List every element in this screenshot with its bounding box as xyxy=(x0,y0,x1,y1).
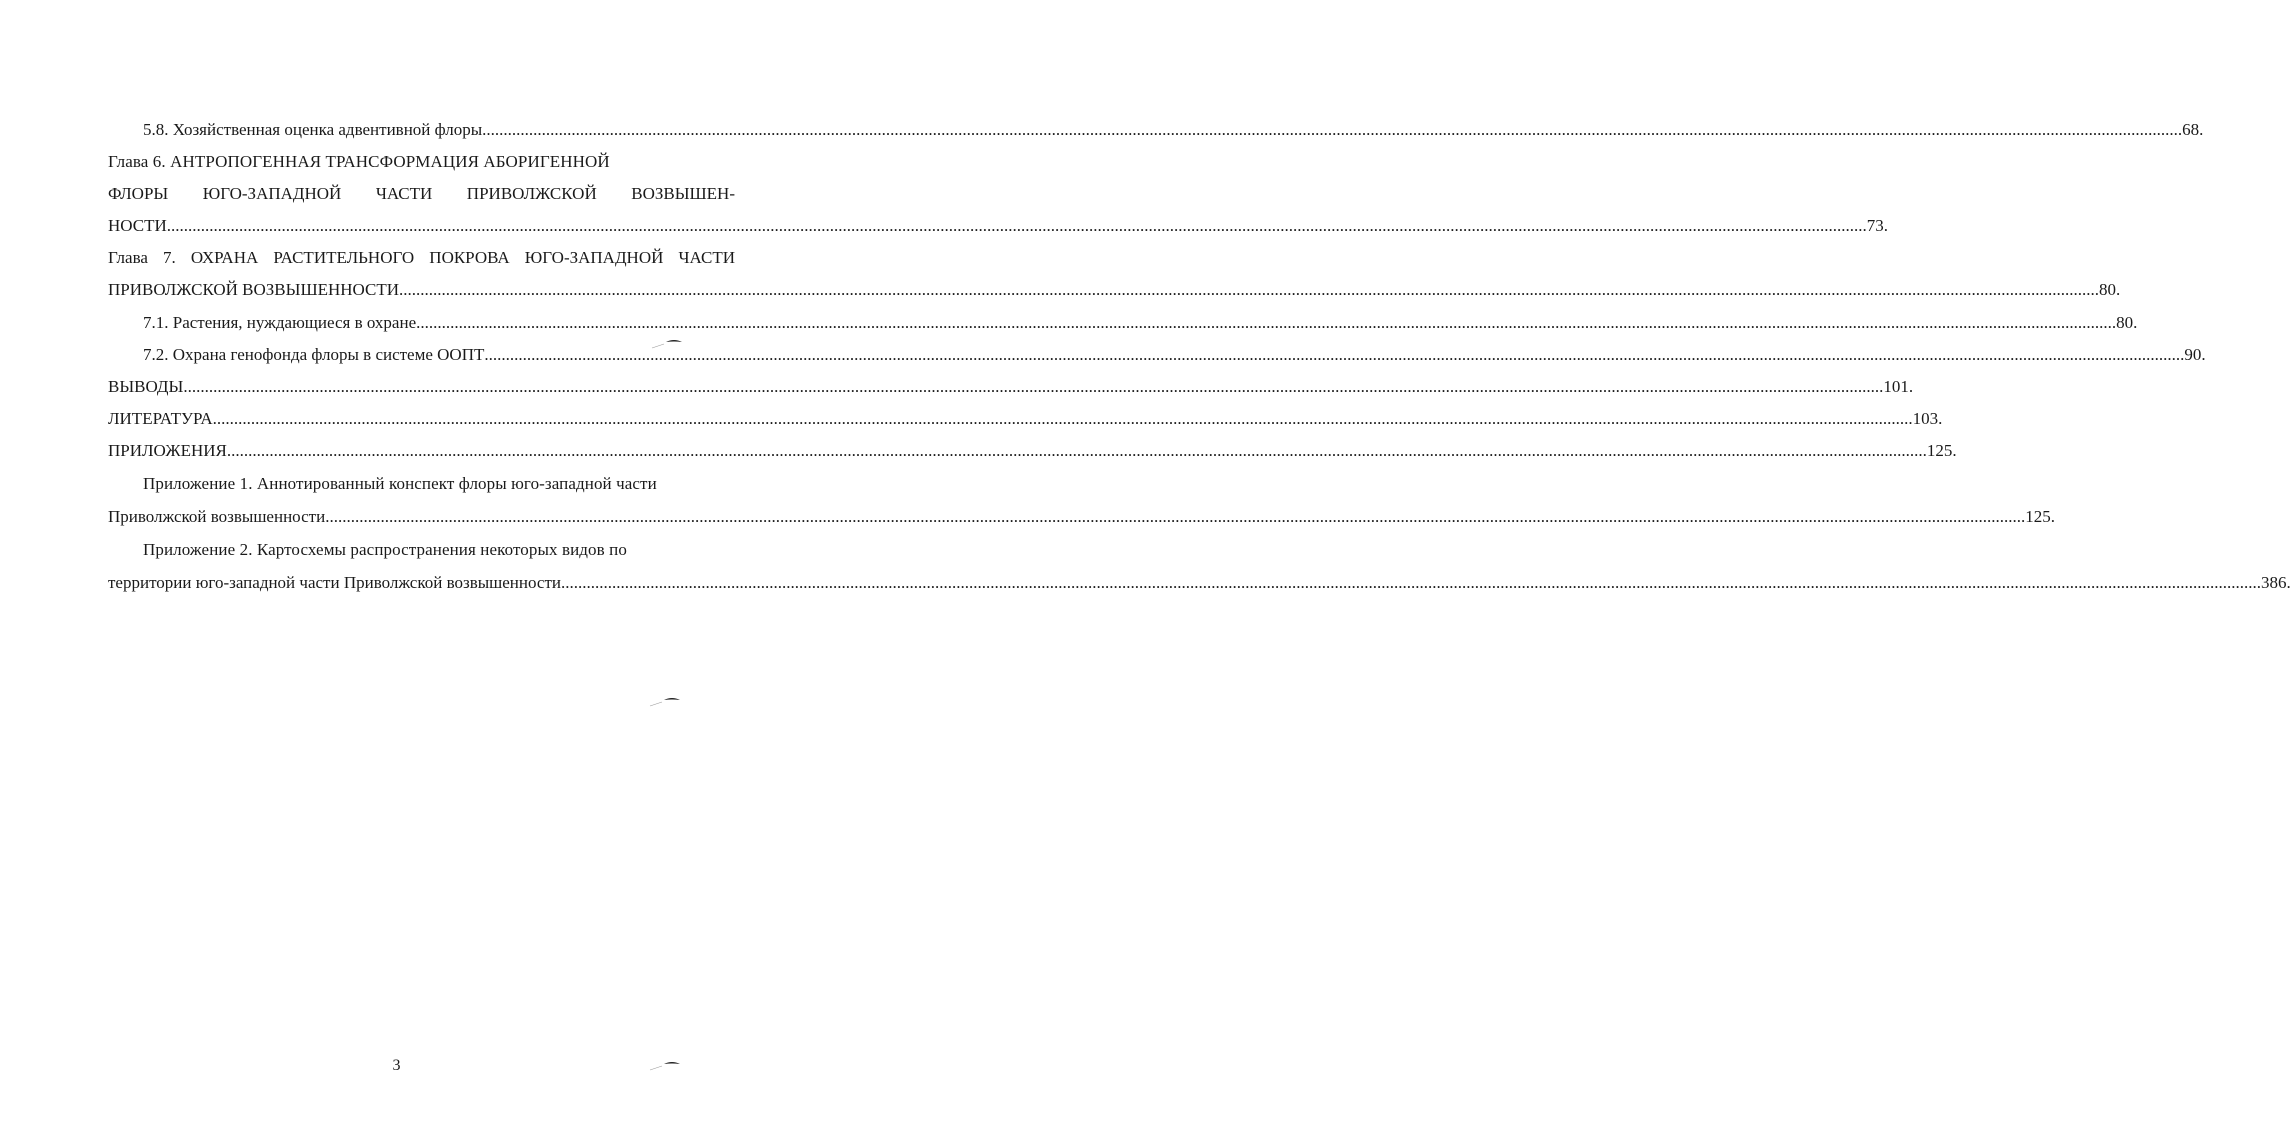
dot-leader: ................................................................................................................................................................................................................................................................................................................................................................................................................ xyxy=(399,280,2100,299)
scan-speck-mark xyxy=(648,694,684,708)
scan-speck-mark xyxy=(648,1058,684,1072)
dot-leader: ................................................................................................................................................................................................................................................................................................................................................................................................................ xyxy=(325,507,2026,526)
toc-entry-title: ВЫВОДЫ xyxy=(108,377,184,396)
toc-appendix-2-line2[interactable] xyxy=(108,572,2291,594)
toc-entry-7-2[interactable] xyxy=(143,344,2206,366)
dot-leader: ................................................................................................................................................................................................................................................................................................................................................................................................................ xyxy=(226,441,1927,460)
dot-leader: ................................................................................................................................................................................................................................................................................................................................................................................................................ xyxy=(212,409,1913,428)
toc-entry-conclusions[interactable] xyxy=(108,376,1914,398)
toc-chapter-6-line1[interactable]: Глава 6. АНТРОПОГЕННАЯ ТРАНСФОРМАЦИЯ АБОРИГЕННОЙ xyxy=(108,152,610,171)
toc-entry-title: территории юго-западной части Приволжской возвышенности xyxy=(108,573,561,592)
toc-entry-appendices[interactable] xyxy=(108,440,1957,462)
toc-entry-title: Приволжской возвышенности xyxy=(108,507,326,526)
toc-entry-page: 386. xyxy=(2261,573,2291,592)
scan-speck-mark xyxy=(650,336,686,350)
toc-entry-title: ПРИВОЛЖСКОЙ ВОЗВЫШЕННОСТИ xyxy=(108,280,400,299)
toc-entry-page: 101. xyxy=(1883,377,1914,396)
toc-entry-page: 103. xyxy=(1912,409,1943,428)
toc-entry-title: НОСТИ xyxy=(108,216,167,235)
toc-entry-page: 125. xyxy=(2025,507,2055,526)
toc-chapter-6-line3[interactable] xyxy=(108,215,1889,237)
toc-entry-title: ПРИЛОЖЕНИЯ xyxy=(108,441,227,460)
toc-entry-page: 125. xyxy=(1926,441,1957,460)
toc-appendix-2-line1[interactable]: Приложение 2. Картосхемы распространения некоторых видов по xyxy=(143,540,627,559)
dot-leader: ................................................................................................................................................................................................................................................................................................................................................................................................................ xyxy=(482,120,2183,139)
toc-entry-5-8[interactable] xyxy=(143,119,2204,141)
page-number: 3 xyxy=(392,1057,401,1074)
toc-chapter-6-line2[interactable]: ФЛОРЫ ЮГО-ЗАПАДНОЙ ЧАСТИ ПРИВОЛЖСКОЙ ВОЗВЫШЕН- xyxy=(108,184,735,203)
toc-entry-title: 7.1. Растения, нуждающиеся в охране xyxy=(143,313,417,332)
toc-chapter-7-line1[interactable]: Глава 7. ОХРАНА РАСТИТЕЛЬНОГО ПОКРОВА ЮГО-ЗАПАДНОЙ ЧАСТИ xyxy=(108,248,735,267)
toc-entry-title: ЛИТЕРАТУРА xyxy=(108,409,213,428)
toc-appendix-1-line2[interactable] xyxy=(108,506,2055,528)
toc-entry-7-1[interactable] xyxy=(143,312,2138,334)
dot-leader: ................................................................................................................................................................................................................................................................................................................................................................................................................ xyxy=(416,313,2117,332)
toc-entry-page: 73. xyxy=(1866,216,1889,235)
toc-entry-literature[interactable] xyxy=(108,408,1943,430)
dot-leader: ................................................................................................................................................................................................................................................................................................................................................................................................................ xyxy=(484,345,2185,364)
toc-entry-page: 80. xyxy=(2099,280,2121,299)
dot-leader: ................................................................................................................................................................................................................................................................................................................................................................................................................ xyxy=(166,216,1867,235)
toc-entry-page: 90. xyxy=(2184,345,2206,364)
toc-entry-page: 68. xyxy=(2182,120,2204,139)
dot-leader: ................................................................................................................................................................................................................................................................................................................................................................................................................ xyxy=(561,573,2261,592)
toc-chapter-7-line2[interactable] xyxy=(108,279,2121,301)
dot-leader: ................................................................................................................................................................................................................................................................................................................................................................................................................ xyxy=(183,377,1884,396)
toc-entry-title: 5.8. Хозяйственная оценка адвентивной флоры xyxy=(143,120,483,139)
toc-entry-title: 7.2. Охрана генофонда флоры в системе ООПТ xyxy=(143,345,485,364)
toc-entry-page: 80. xyxy=(2116,313,2138,332)
toc-appendix-1-line1[interactable]: Приложение 1. Аннотированный конспект флоры юго-западной части xyxy=(143,474,657,493)
